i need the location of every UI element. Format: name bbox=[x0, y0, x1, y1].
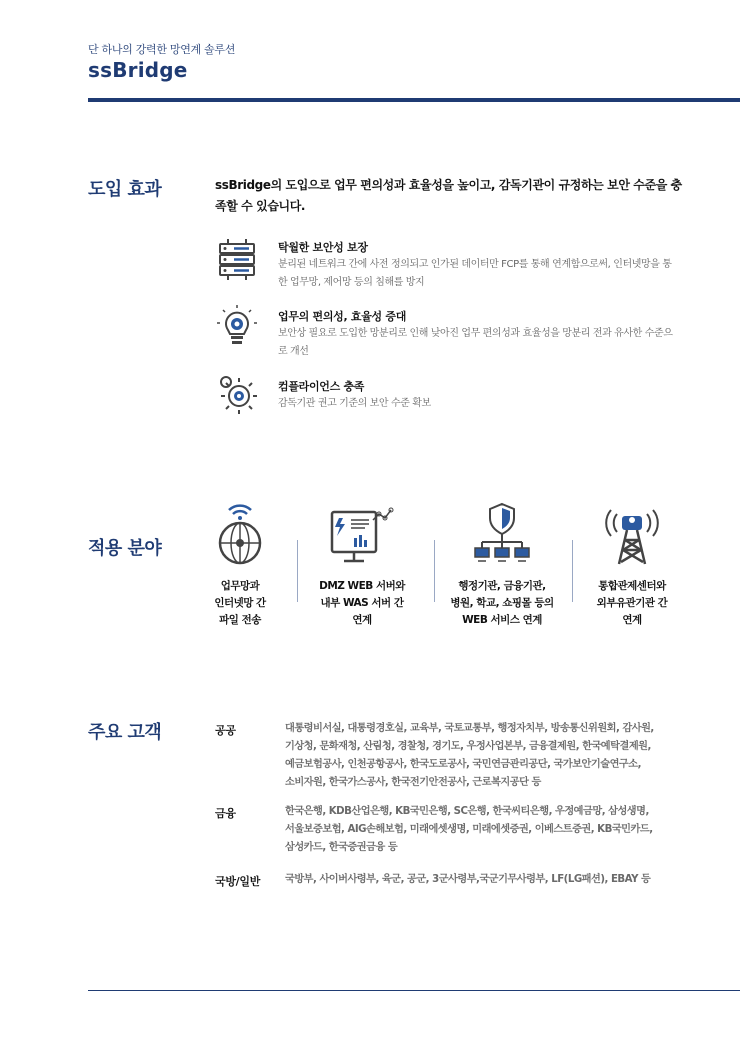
monitor-document-icon bbox=[327, 500, 397, 570]
customer-category: 금융 bbox=[215, 807, 236, 820]
application-item bbox=[572, 500, 692, 629]
customer-category: 공공 bbox=[215, 724, 236, 737]
customer-list: 한국은행, KDB산업은행, KB국민은행, SC은행, 한국씨티은행, 우정예금망, 삼성생명, 서울보증보험, AIG손해보험, 미래에셋생명, 미래에셋증권, 이베스트증권, KB국민카드, 삼성카드, 한국증권금융 등 bbox=[285, 806, 653, 853]
application-label: 통합관제센터와 외부유관기관 간 연계 bbox=[596, 580, 668, 626]
customers-title: 주요 고객 bbox=[88, 722, 162, 743]
header-divider bbox=[88, 98, 740, 102]
effect-desc: 분리된 네트워크 간에 사전 정의되고 인가된 데이터만 FCP를 통해 연계함으로써, 인터넷망을 통한 업무망, 제어망 등의 침해를 방지 bbox=[278, 259, 672, 288]
header-subtitle: 단 하나의 강력한 망연계 솔루션 bbox=[88, 43, 236, 56]
effect-desc: 보안상 필요로 도입한 망분리로 인해 낮아진 업무 편의성과 효율성을 망분리 전과 유사한 수준으로 개선 bbox=[278, 328, 673, 357]
customer-category: 국방/일반 bbox=[215, 875, 261, 888]
brand-title: ssBridge bbox=[88, 58, 188, 82]
effect-title: 탁월한 보안성 보장 bbox=[278, 241, 368, 254]
gears-icon bbox=[214, 372, 260, 418]
application-label: 업무망과 인터넷망 간 파일 전송 bbox=[214, 580, 266, 626]
application-label: 행정기관, 금융기관, 병원, 학교, 쇼핑몰 등의 WEB 서비스 연계 bbox=[450, 580, 554, 626]
footer-divider bbox=[88, 990, 740, 991]
customer-list: 국방부, 사이버사령부, 육군, 공군, 3군사령부,국군기무사령부, LF(LG패션), EBAY 등 bbox=[285, 874, 651, 885]
effect-title: 업무의 편의성, 효율성 증대 bbox=[278, 310, 407, 323]
applications-title: 적용 분야 bbox=[88, 538, 162, 559]
application-item bbox=[302, 500, 422, 629]
application-label: DMZ WEB 서버와 내부 WAS 서버 간 연계 bbox=[319, 580, 405, 626]
divider bbox=[434, 540, 435, 602]
lightbulb-gear-icon bbox=[214, 304, 260, 350]
divider bbox=[297, 540, 298, 602]
effects-title: 도입 효과 bbox=[88, 179, 162, 200]
wireless-globe-icon bbox=[205, 500, 275, 570]
customer-list: 대통령비서실, 대통령경호실, 교육부, 국토교통부, 행정자치부, 방송통신위원회, 감사원, 기상청, 문화재청, 산림청, 경찰청, 경기도, 우정사업본부, 금융결제원, 한국예탁결제원, 예금보험공사, 인천공항공사, 한국도로공사, 국민연금관리공단, 국가보안기술연구소, 소비자원, 한국가스공사, 한국전기안전공사, 근로복지공단 등 bbox=[285, 723, 654, 788]
shield-network-icon bbox=[467, 500, 537, 570]
application-item bbox=[442, 500, 562, 629]
effect-title: 컴플라이언스 충족 bbox=[278, 380, 365, 393]
signal-tower-icon bbox=[597, 500, 667, 570]
effects-intro: ssBridge의 도입으로 업무 편의성과 효율성을 높이고, 감독기관이 규정하는 보안 수준을 충족할 수 있습니다. bbox=[215, 178, 682, 213]
effect-desc: 감독기관 권고 기준의 보안 수준 확보 bbox=[278, 398, 431, 409]
server-stack-icon bbox=[214, 236, 260, 282]
application-item bbox=[180, 500, 300, 629]
